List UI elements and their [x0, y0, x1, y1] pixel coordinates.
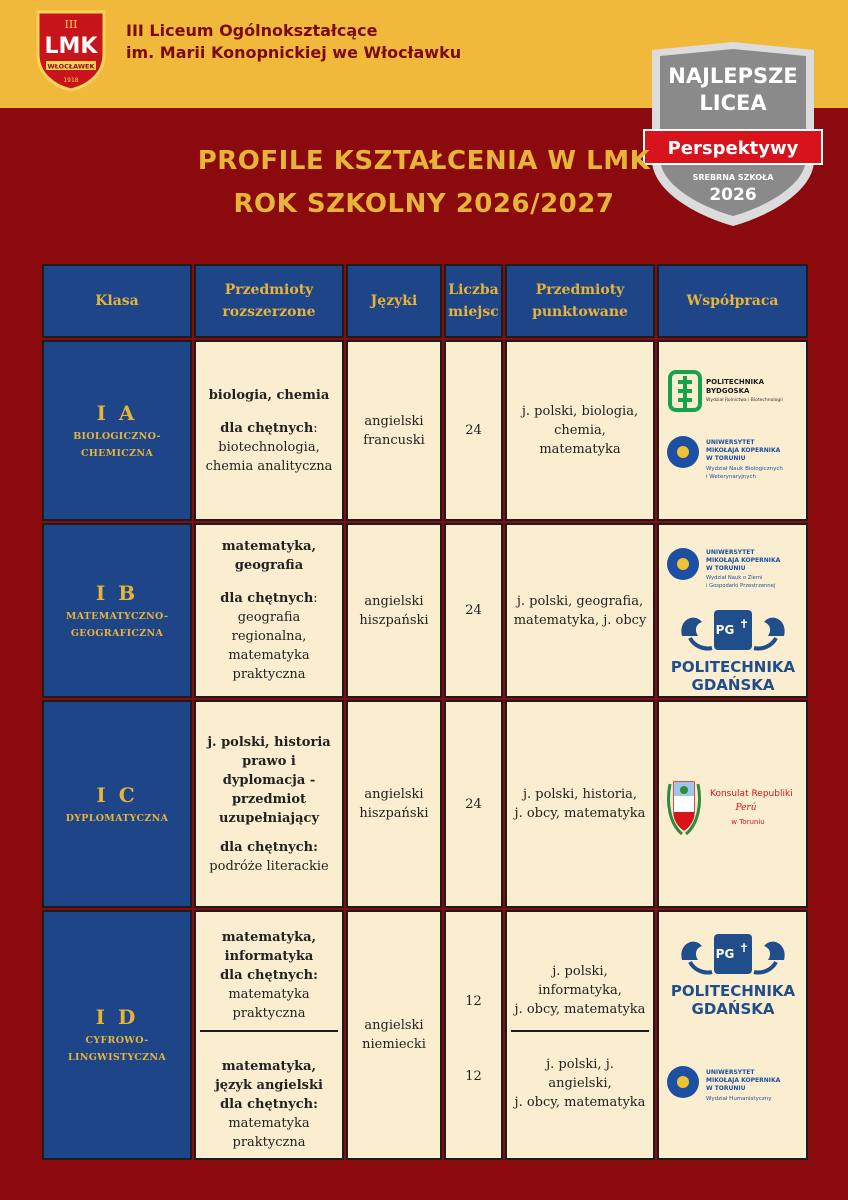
politechnika-gdanska-logo	[668, 606, 798, 692]
svg-text:LMK: LMK	[44, 34, 98, 59]
languages-ia	[346, 340, 442, 521]
scored-subjects-ib	[505, 523, 655, 698]
optional-colon: :	[313, 420, 318, 436]
svg-text:PG: PG	[715, 947, 735, 961]
scored-subjects-ia	[505, 340, 655, 521]
header-klasa	[42, 264, 192, 338]
extended-main: j. polski, historia prawo i dyplomacja - przedmiot uzupełniający	[207, 734, 331, 826]
umk-geography-logo	[666, 544, 806, 600]
header-jezyki-label: Języki	[370, 293, 418, 309]
svg-text:W TORUNIU: W TORUNIU	[706, 455, 746, 462]
places-count: 24	[465, 796, 482, 812]
svg-text:SREBRNA SZKOŁA: SREBRNA SZKOŁA	[692, 173, 774, 182]
svg-text:Konsulat Republiki: Konsulat Republiki	[710, 789, 793, 799]
header-przedmioty-line2: rozszerzone	[222, 304, 316, 320]
svg-text:BYDGOSKA: BYDGOSKA	[706, 387, 750, 395]
svg-text:w Toruniu: w Toruniu	[731, 818, 765, 826]
places-count: 24	[465, 603, 482, 618]
svg-text:NAJLEPSZE: NAJLEPSZE	[668, 64, 798, 88]
places-count: 24	[465, 423, 482, 438]
svg-text:POLITECHNIKA: POLITECHNIKA	[670, 982, 796, 1000]
optional-label: dla chętnych:	[220, 839, 318, 855]
header-klasa-label: Klasa	[95, 293, 139, 309]
header-liczba-line1: Liczba	[448, 282, 499, 298]
title-line2: ROK SZKOLNY 2026/2027	[233, 189, 615, 219]
optional-label-variant1: dla chętnych:	[220, 967, 318, 983]
class-letter: I A	[96, 400, 138, 425]
extended-variant2-line2: język angielski	[215, 1078, 323, 1093]
extended-subjects-ia	[194, 340, 344, 521]
language-1: angielski	[364, 787, 424, 802]
svg-text:Perú: Perú	[735, 803, 757, 813]
svg-text:III: III	[64, 18, 78, 31]
class-cell-ia	[42, 340, 192, 521]
class-name-line2: GEOGRAFICZNA	[70, 627, 164, 639]
school-name	[126, 20, 461, 64]
class-letter: I B	[95, 580, 139, 605]
places-count-variant1: 12	[465, 994, 482, 1009]
class-name-line1: MATEMATYCZNO-	[65, 610, 169, 622]
optional-text-variant2: matematyka praktyczna	[228, 1116, 310, 1150]
places-count-variant2: 12	[465, 1069, 482, 1084]
svg-text:LICEA: LICEA	[699, 91, 767, 115]
class-cell-ic	[42, 700, 192, 908]
svg-text:Perspektywy: Perspektywy	[667, 138, 799, 159]
header-punktowane-line1: Przedmioty	[535, 282, 625, 298]
class-letter: I C	[96, 782, 138, 807]
title-line1: PROFILE KSZTAŁCENIA W LMK	[197, 146, 651, 176]
language-2: francuski	[363, 432, 425, 448]
svg-text:GDAŃSKA: GDAŃSKA	[691, 676, 775, 692]
extended-variant2-line1: matematyka,	[221, 1059, 317, 1074]
languages-ib	[346, 523, 442, 698]
extended-main: biologia, chemia	[208, 387, 330, 403]
scored-line2: matematyka, j. obcy	[513, 612, 647, 628]
peru-consulate-logo	[664, 774, 804, 840]
header-przedmioty-line1: Przedmioty	[224, 282, 314, 298]
class-cell-id	[42, 910, 192, 1160]
svg-text:POLITECHNIKA: POLITECHNIKA	[706, 378, 765, 386]
optional-text: geografia regionalna, matematyka praktyczna	[228, 610, 310, 682]
svg-text:✝: ✝	[738, 617, 750, 631]
extended-main: matematyka, geografia	[221, 539, 317, 573]
language-1: angielski	[364, 1018, 424, 1033]
politechnika-bydgoska-logo	[668, 370, 800, 414]
school-logo	[32, 8, 110, 92]
extended-variant1-line2: informatyka	[224, 948, 314, 964]
optional-label: dla chętnych	[220, 420, 314, 436]
extended-variant1-line1: matematyka,	[221, 929, 317, 945]
scored-line1: j. polski, historia,	[522, 787, 638, 802]
header-punktowane-line2: punktowane	[532, 304, 628, 320]
extended-subjects-ib	[194, 523, 344, 698]
class-cell-ib	[42, 523, 192, 698]
svg-text:✝: ✝	[738, 941, 750, 955]
places-ib	[444, 523, 503, 698]
header-liczba-line2: miejsc	[448, 304, 499, 320]
umk-humanities-logo	[666, 1062, 806, 1108]
optional-colon: :	[313, 591, 318, 606]
language-2: hiszpański	[359, 806, 429, 821]
header-liczba	[444, 264, 503, 338]
class-name-line1: CYFROWO-	[85, 1035, 149, 1046]
language-1: angielski	[364, 593, 424, 609]
class-name-line1: DYPLOMATYCZNA	[65, 812, 169, 824]
scored-line1: j. polski, biologia,	[521, 404, 639, 419]
svg-text:Wydział Nauk o Ziemi: Wydział Nauk o Ziemi	[706, 575, 763, 581]
svg-text:UNIWERSYTET: UNIWERSYTET	[706, 439, 755, 446]
school-name-line2: im. Marii Konopnickiej we Włocławku	[126, 43, 462, 62]
language-1: angielski	[364, 413, 424, 429]
scored-line2: j. obcy, matematyka	[514, 806, 646, 821]
scored-subjects-id	[505, 910, 655, 1160]
class-name-line2: CHEMICZNA	[81, 447, 153, 459]
svg-text:UNIWERSYTET: UNIWERSYTET	[706, 1069, 755, 1076]
class-name-line1: BIOLOGICZNO-	[73, 430, 161, 442]
cooperation-ia	[657, 340, 808, 521]
optional-text: biotechnologia, chemia analityczna	[205, 439, 333, 474]
page-title	[0, 140, 848, 226]
scored-subjects-ic	[505, 700, 655, 908]
scored-divider	[511, 1030, 649, 1032]
school-name-line1: III Liceum Ogólnokształcące	[126, 21, 378, 40]
header-jezyki	[346, 264, 442, 338]
languages-id	[346, 910, 442, 1160]
scored-variant1-line1: j. polski,	[552, 964, 608, 979]
optional-label: dla chętnych	[220, 591, 314, 606]
scored-variant2-line2: j. obcy, matematyka	[514, 1095, 646, 1110]
svg-text:GDAŃSKA: GDAŃSKA	[691, 1000, 775, 1016]
svg-text:Wydział Rolnictwa i Biotechnol: Wydział Rolnictwa i Biotechnologii	[706, 398, 783, 403]
header-wspolpraca-label: Współpraca	[686, 293, 779, 309]
language-2: niemiecki	[362, 1037, 426, 1052]
class-name-line2: LINGWISTYCZNA	[67, 1052, 167, 1063]
svg-text:i Gospodarki Przestrzennej: i Gospodarki Przestrzennej	[706, 583, 776, 589]
svg-text:Wydział Nauk Biologicznych: Wydział Nauk Biologicznych	[706, 466, 783, 472]
optional-text-variant1: matematyka praktyczna	[228, 986, 310, 1021]
politechnika-gdanska-logo	[668, 930, 798, 1016]
class-letter: I D	[95, 1005, 139, 1029]
header-punktowane	[505, 264, 655, 338]
header-przedmioty	[194, 264, 344, 338]
variant-divider	[200, 1030, 338, 1032]
header-wspolpraca	[657, 264, 808, 338]
scored-variant1-line2: informatyka,	[538, 983, 622, 998]
scored-variant1-line3: j. obcy, matematyka	[514, 1002, 646, 1017]
optional-label-variant2: dla chętnych:	[220, 1097, 318, 1112]
scored-variant2-line1: j. polski, j. angielski,	[546, 1057, 614, 1091]
places-id	[444, 910, 503, 1160]
svg-text:MIKOŁAJA KOPERNIKA: MIKOŁAJA KOPERNIKA	[706, 1077, 781, 1084]
optional-text: podróże literackie	[209, 858, 329, 874]
umk-biology-logo	[666, 432, 806, 488]
svg-text:POLITECHNIKA: POLITECHNIKA	[670, 658, 796, 676]
places-ic	[444, 700, 503, 908]
svg-text:W TORUNIU: W TORUNIU	[706, 1085, 746, 1092]
svg-text:WŁOCŁAWEK: WŁOCŁAWEK	[47, 62, 95, 71]
extended-subjects-ic	[194, 700, 344, 908]
svg-text:UNIWERSYTET: UNIWERSYTET	[706, 549, 755, 556]
svg-text:i Weterynaryjnych: i Weterynaryjnych	[706, 474, 756, 480]
svg-text:MIKOŁAJA KOPERNIKA: MIKOŁAJA KOPERNIKA	[706, 447, 781, 454]
svg-text:MIKOŁAJA KOPERNIKA: MIKOŁAJA KOPERNIKA	[706, 557, 781, 564]
svg-text:PG: PG	[715, 623, 735, 637]
language-2: hiszpański	[359, 612, 429, 628]
extended-subjects-id	[194, 910, 344, 1160]
scored-line2: chemia, matematyka	[539, 423, 621, 457]
svg-text:W TORUNIU: W TORUNIU	[706, 565, 746, 572]
svg-text:Wydział Humanistyczny: Wydział Humanistyczny	[706, 1096, 772, 1102]
svg-text:2026: 2026	[709, 185, 757, 205]
languages-ic	[346, 700, 442, 908]
scored-line1: j. polski, geografia,	[516, 593, 644, 609]
svg-text:1918: 1918	[63, 77, 79, 84]
places-ia	[444, 340, 503, 521]
